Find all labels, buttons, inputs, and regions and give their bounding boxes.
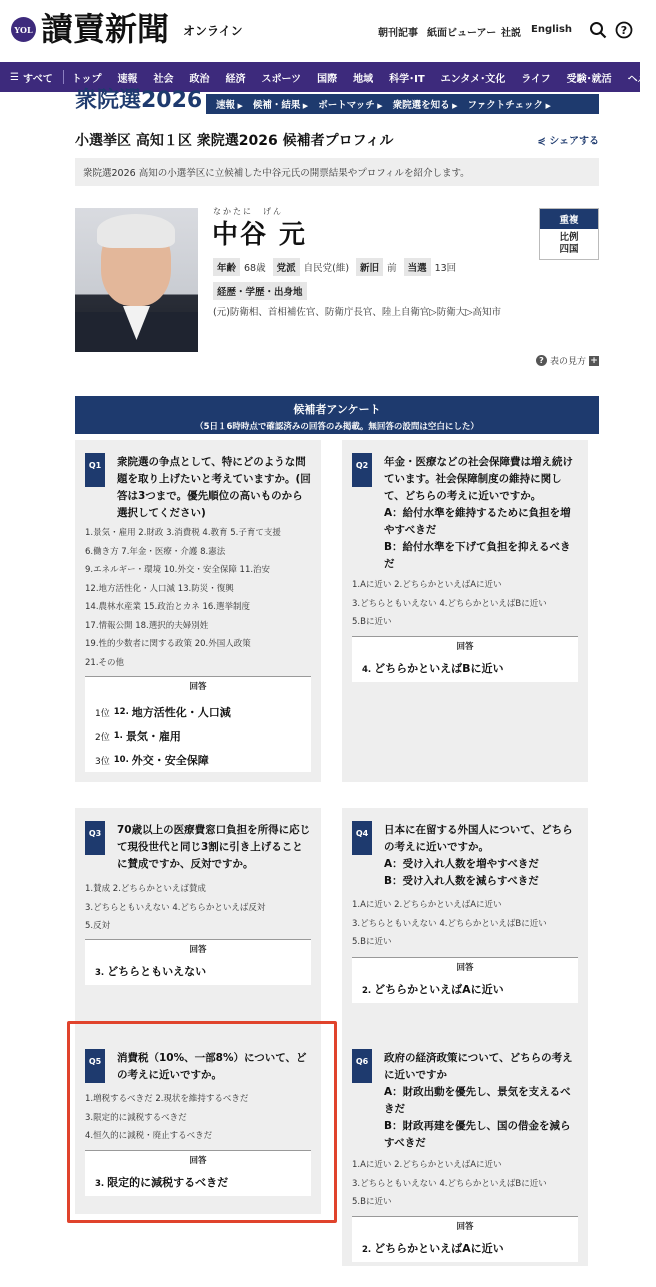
- nav-all-label: すべて: [22, 73, 53, 85]
- answer-rank-1: 1位 12. 地方活性化・人口減: [95, 706, 231, 719]
- answer-rank-3: 3位 10. 外交・安全保障: [95, 754, 209, 767]
- option-line: 4.恒久的に減税・廃止するべきだ: [85, 1131, 213, 1141]
- question-card-q1: [75, 440, 321, 782]
- nav-item-politics[interactable]: 政治: [189, 73, 210, 85]
- nav-item-entertainment[interactable]: エンタメ･文化: [440, 73, 506, 85]
- site-header: [0, 0, 640, 62]
- option-line: 3.どちらともいえない 4.どちらかといえばBに近い: [352, 1178, 547, 1189]
- career-text: (元)防衛相、首相補佐官、防衛庁長官、陸上自衛官▷防衛大▷高知市: [213, 307, 502, 318]
- option-line: 1.景気・雇用 2.財政 3.消費税 4.教育 5.子育て支援: [85, 528, 281, 538]
- option-a: A：給付水準を維持するために負担を増やすべきだ: [384, 507, 571, 536]
- photo-hair: [97, 214, 175, 248]
- how-to-read-label: 表の見方: [549, 357, 586, 367]
- answer-rank-2: 2位 1. 景気・雇用: [95, 730, 181, 743]
- nav-item-economy[interactable]: 経済: [225, 73, 246, 85]
- answer-label: 回答: [456, 642, 474, 652]
- duplicate-value: [540, 229, 598, 259]
- search-icon[interactable]: [589, 21, 607, 39]
- option-b: B：給付水準を下げて負担を抑えるべきだ: [384, 541, 571, 570]
- question-text: 政府の経済政策について、どちらの考えに近いですか A：財政出動を優先し、景気を支えるべきだ B：財政再建を優先し、国の借金を減らすべきだ: [384, 1050, 580, 1152]
- nav-item-top[interactable]: トップ: [71, 73, 102, 85]
- question-number: Q6: [352, 1049, 372, 1083]
- header-link-morning[interactable]: 朝刊記事: [378, 28, 418, 39]
- answer-box: [352, 957, 578, 1003]
- status-label: 新旧: [356, 258, 383, 276]
- nav-item-life[interactable]: ライフ: [521, 73, 551, 85]
- answer-value: 3. どちらともいえない: [95, 965, 207, 978]
- option-line: 5.反対: [85, 921, 111, 931]
- question-options: [85, 524, 317, 672]
- nav-item-sports[interactable]: スポーツ: [261, 73, 302, 85]
- highlight-box: [67, 1021, 337, 1223]
- duplicate-candidacy-box: [539, 208, 599, 260]
- nav-all[interactable]: [0, 70, 64, 84]
- option-line: 1.Aに近い 2.どちらかといえばAに近い: [352, 580, 502, 590]
- duplicate-label: 重複: [540, 209, 598, 229]
- nav-item-society[interactable]: 社会: [153, 73, 174, 85]
- question-number: Q2: [352, 453, 372, 487]
- option-line: 17.情報公開 18.選択的夫婦別姓: [85, 620, 209, 631]
- option-line: 6.働き方 7.年金・医療・介護 8.憲法: [85, 546, 226, 557]
- option-line: 5.Bに近い: [352, 1197, 392, 1207]
- option-b: B：財政再建を優先し、国の借金を減らすべきだ: [384, 1120, 571, 1149]
- option-a: A：受け入れ人数を増やすべきだ: [384, 858, 539, 870]
- option-line: 9.エネルギー・環境 10.外交・安全保障 11.治安: [85, 565, 271, 575]
- election-link-breaking[interactable]: 速報 ▶: [212, 97, 247, 111]
- answer-box: [352, 1216, 578, 1262]
- svg-text:?: ?: [620, 24, 628, 37]
- question-number: Q4: [352, 821, 372, 855]
- share-icon: ⋞: [537, 136, 550, 147]
- option-line: 3.どちらともいえない 4.どちらかといえばBに近い: [352, 918, 547, 929]
- question-options: [352, 1156, 584, 1212]
- question-card-q6: [342, 1036, 588, 1266]
- answer-label: 回答: [189, 945, 207, 955]
- answer-label: 回答: [189, 682, 207, 692]
- header-link-english[interactable]: English: [531, 24, 573, 35]
- question-options: [352, 576, 584, 632]
- option-b: B：受け入れ人数を減らすべきだ: [384, 875, 539, 887]
- election-link-factcheck[interactable]: ファクトチェック ▶: [463, 97, 554, 111]
- how-to-read-link[interactable]: [536, 354, 599, 367]
- option-line: 14.農林水産業 15.政治とカネ 16.選挙制度: [85, 602, 250, 612]
- duplicate-value-1: 比例: [559, 232, 579, 243]
- answer-value: 4. どちらかといえばBに近い: [362, 662, 504, 675]
- header-link-editorial[interactable]: 社説: [501, 28, 521, 39]
- survey-header: [75, 396, 599, 434]
- election-link-learn[interactable]: 衆院選を知る ▶: [389, 97, 462, 111]
- answer-box: [352, 636, 578, 682]
- answer-value: 2. どちらかといえばAに近い: [362, 1242, 504, 1255]
- menu-icon: ☰: [10, 71, 19, 83]
- lead-text: 衆院選2026 高知の小選挙区に立候補した中谷元氏の開票結果やプロフィルを紹介します。: [75, 158, 599, 186]
- elected-value: 13回: [434, 263, 457, 274]
- answer-value: 3. 限定的に減税するべきだ: [95, 1176, 229, 1189]
- share-label: シェアする: [549, 136, 599, 147]
- candidate-photo: [75, 208, 198, 352]
- election-banner: [75, 88, 599, 114]
- answer-value: 2. どちらかといえばAに近い: [362, 983, 504, 996]
- election-links: [206, 94, 599, 114]
- nav-item-world[interactable]: 国際: [317, 73, 338, 85]
- option-line: 12.地方活性化・人口減 13.防災・復興: [85, 583, 234, 594]
- option-line: 3.どちらともいえない 4.どちらかといえばBに近い: [352, 598, 547, 609]
- site-logo-sub[interactable]: オンライン: [183, 24, 243, 38]
- age-value: 68歳: [244, 263, 266, 274]
- candidate-name: 中谷 元: [212, 220, 308, 250]
- nav-item-health[interactable]: ヘル: [627, 73, 648, 85]
- answer-box: [85, 676, 311, 772]
- option-line: 3.どちらともいえない 4.どちらかといえば反対: [85, 902, 266, 913]
- yol-badge-icon[interactable]: YOL: [11, 17, 36, 42]
- party-label: 党派: [273, 258, 300, 276]
- option-line: 21.その他: [85, 657, 125, 668]
- career-label: 経歴・学歴・出身地: [213, 282, 307, 300]
- share-button[interactable]: [537, 132, 599, 147]
- nav-item-breaking[interactable]: 速報: [117, 73, 138, 85]
- elected-label: 当選: [404, 258, 431, 276]
- question-options: [352, 896, 584, 952]
- answer-label: 回答: [456, 963, 474, 973]
- question-icon: ?: [536, 355, 547, 366]
- page-title: 小選挙区 高知１区 衆院選2026 候補者プロフィル: [75, 133, 394, 149]
- question-number: Q1: [85, 453, 105, 487]
- option-line: 3.限定的に減税するべきだ: [85, 1112, 187, 1123]
- survey-title: 候補者アンケート: [293, 403, 381, 416]
- candidate-tags: [213, 258, 459, 276]
- election-link-votematch[interactable]: ボートマッチ ▶: [314, 97, 386, 111]
- question-text: 70歳以上の医療費窓口負担を所得に応じて現役世代と同じ3割に引き上げることに賛成ですか、反対ですか。: [117, 824, 311, 870]
- question-text: 消費税（10%、一部8%）について、どの考えに近いですか。: [117, 1052, 307, 1081]
- party-value: 自民党(維): [303, 263, 350, 274]
- option-line: 1.Aに近い 2.どちらかといえばAに近い: [352, 900, 502, 910]
- site-logo[interactable]: 讀賣新聞: [41, 10, 170, 48]
- question-text: 衆院選の争点として、特にどのような問題を取り上げたいと考えていますか。(回答は3つまで。優先順位の高いものから選択してください): [117, 456, 311, 519]
- option-line: 1.増税するべきだ 2.現状を維持するべきだ: [85, 1094, 249, 1104]
- option-line: 1.Aに近い 2.どちらかといえばAに近い: [352, 1160, 502, 1170]
- status-value: 前: [387, 263, 397, 274]
- election-link-results[interactable]: 候補・結果 ▶: [249, 97, 312, 111]
- election-logo[interactable]: 衆院選2026: [75, 88, 203, 113]
- header-link-viewer[interactable]: 紙面ビューアー: [427, 28, 497, 39]
- nav-item-science[interactable]: 科学･IT: [389, 73, 425, 85]
- nav-item-local[interactable]: 地域: [353, 73, 374, 85]
- option-line: 5.Bに近い: [352, 937, 392, 947]
- answer-label: 回答: [456, 1222, 474, 1232]
- question-card-q2: [342, 440, 588, 782]
- candidate-ruby: なかたに げん: [213, 207, 283, 216]
- question-options: [85, 880, 317, 936]
- help-icon[interactable]: [615, 21, 633, 39]
- answer-label: 回答: [189, 1156, 207, 1166]
- survey-note: （5日１6時時点で確認済みの回答のみ掲載。無回答の設問は空白にした）: [195, 422, 479, 432]
- nav-item-exam[interactable]: 受験･就活: [566, 73, 612, 85]
- option-line: 1.賛成 2.どちらかといえば賛成: [85, 884, 206, 894]
- answer-box: [85, 939, 311, 985]
- age-label: 年齢: [213, 258, 240, 276]
- question-number: Q3: [85, 821, 105, 855]
- question-text: 年金・医療などの社会保障費は増え続けています。社会保障制度の維持に関して、どちらの考えに近いですか。 A：給付水準を維持するために負担を増やすべきだ B：給付水準を下げて負担を抑えるべきだ: [384, 454, 580, 573]
- duplicate-value-2: 四国: [559, 244, 579, 255]
- option-line: 19.性的少数者に関する政策 20.外国人政策: [85, 639, 251, 649]
- question-number: Q5: [85, 1049, 105, 1083]
- plus-icon: +: [590, 355, 598, 366]
- option-line: 5.Bに近い: [352, 617, 392, 627]
- option-a: A：財政出動を優先し、景気を支えるべきだ: [384, 1086, 571, 1115]
- question-text: 日本に在留する外国人について、どちらの考えに近いですか。 A：受け入れ人数を増やすべきだ B：受け入れ人数を減らすべきだ: [384, 822, 580, 890]
